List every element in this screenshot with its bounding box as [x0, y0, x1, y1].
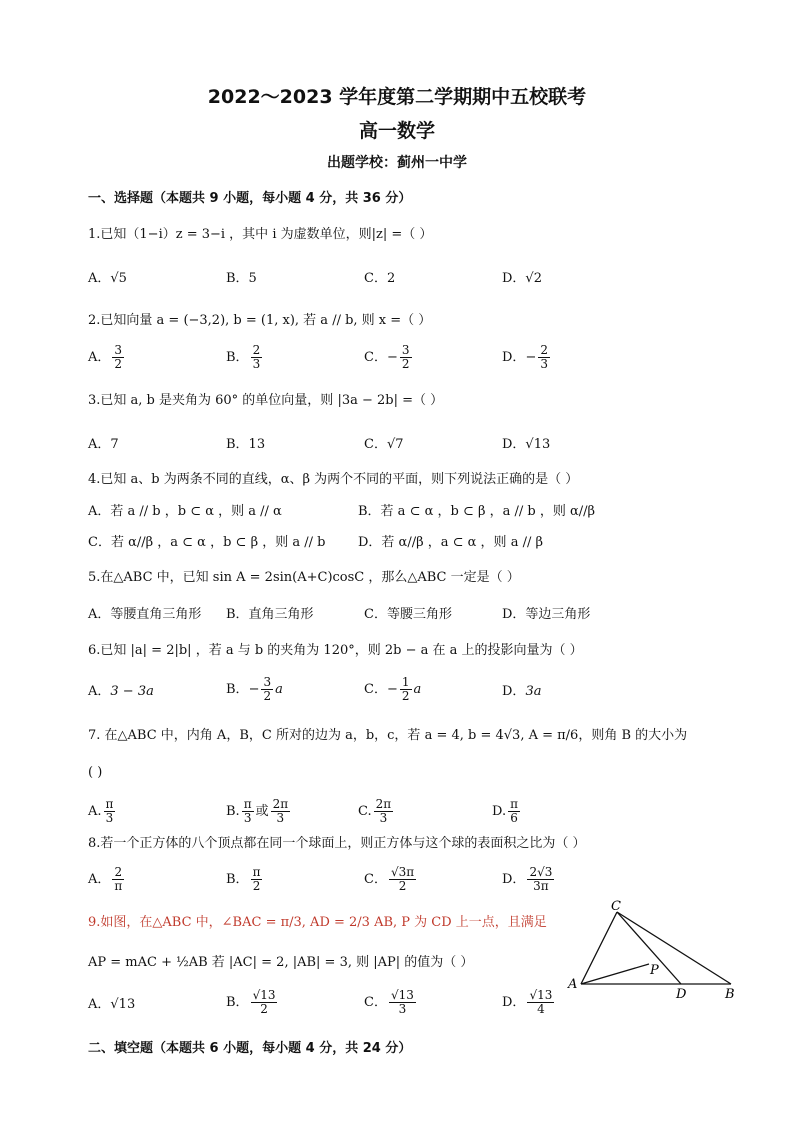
side-bc [617, 912, 731, 984]
q6-option-c[interactable]: C．− $\frac{1}{2}$ a [364, 675, 422, 703]
q8-option-d[interactable]: D． $\frac{2√3}{3\pi}$ [502, 865, 553, 893]
segment-ap [581, 964, 649, 984]
q6-option-b[interactable]: B．− $\frac{3}{2}$ a [226, 675, 283, 703]
q3-option-a[interactable]: A．7 [88, 437, 119, 452]
question-2-stem: 2.已知向量 a = (−3,2), b = (1, x), 若 a // b, 则 x =（ ） [88, 313, 432, 328]
section-heading: 一、选择题（本题共 9 小题，每小题 4 分，共 36 分） [88, 191, 412, 206]
q7-option-c[interactable]: C. $\frac{2\pi}{3}$ [358, 797, 392, 825]
section-2-heading: 二、填空题（本题共 6 小题，每小题 4 分，共 24 分） [88, 1041, 412, 1056]
q1-option-d[interactable]: D．√2 [502, 271, 542, 286]
label-d: D [676, 987, 687, 1002]
q3-option-b[interactable]: B．13 [226, 437, 266, 452]
question-1-stem: 1.已知（1−i）z = 3−i ，其中 i 为虚数单位，则|z| =（ ） [88, 227, 433, 242]
segment-cd [617, 912, 681, 984]
question-7-paren: ( ) [88, 765, 103, 780]
q4-option-b[interactable]: B．若 a ⊂ α ，b ⊂ β ，a // b ，则 α//β [358, 504, 596, 519]
exam-title: 2022～2023 学年度第二学期期中五校联考 [207, 86, 587, 108]
q4-option-d[interactable]: D．若 α//β ，a ⊂ α ，则 a // β [358, 535, 543, 550]
q2-option-a[interactable]: A． $\frac{3}{2}$ [88, 343, 123, 371]
q1-option-c[interactable]: C．2 [364, 271, 396, 286]
q7-option-b[interactable]: B. $\frac{\pi}{3}$ 或 $\frac{2\pi}{3}$ [226, 797, 289, 825]
q5-option-d[interactable]: D．等边三角形 [502, 607, 591, 622]
q7-option-d[interactable]: D. $\frac{\pi}{6}$ [492, 797, 518, 825]
q9-option-d[interactable]: D． $\frac{√13}{4}$ [502, 988, 553, 1016]
label-a: A [568, 977, 578, 992]
question-9-stem: 9.如图，在△ABC 中，∠BAC = π/3, AD = 2/3 AB, P 为 CD 上一点，且满足 [88, 915, 547, 930]
q9-option-b[interactable]: B． $\frac{√13}{2}$ [226, 988, 276, 1016]
q9-option-a[interactable]: A．√13 [88, 997, 136, 1012]
q2-option-c[interactable]: C．− $\frac{3}{2}$ [364, 343, 410, 371]
label-c: C [611, 899, 621, 914]
question-5-stem: 5.在△ABC 中，已知 sin A = 2sin(A+C)cosC ，那么△ABC 一定是（ ） [88, 570, 520, 585]
q3-option-d[interactable]: D．√13 [502, 437, 551, 452]
question-9-stem-2: AP = mAC + ½AB 若 |AC| = 2, |AB| = 3, 则 |AP| 的值为（ ） [88, 955, 474, 970]
q5-option-b[interactable]: B．直角三角形 [226, 607, 314, 622]
school-line: 出题学校：蓟州一中学 [327, 155, 467, 171]
q6-option-d[interactable]: D．3a [502, 684, 542, 699]
question-3-stem: 3.已知 a, b 是夹角为 60° 的单位向量，则 |3a − 2b| =（ ） [88, 393, 444, 408]
label-p: P [650, 963, 659, 978]
triangle-figure [565, 898, 745, 1008]
q4-option-a[interactable]: A．若 a // b ，b ⊂ α ，则 a // α [88, 504, 282, 519]
q2-option-b[interactable]: B． $\frac{2}{3}$ [226, 343, 261, 371]
q3-option-c[interactable]: C．√7 [364, 437, 404, 452]
q8-option-c[interactable]: C． $\frac{√3\pi}{2}$ [364, 865, 415, 893]
q1-option-a[interactable]: A．√5 [88, 271, 127, 286]
subject-title: 高一数学 [358, 120, 435, 142]
question-8-stem: 8.若一个正方体的八个顶点都在同一个球面上，则正方体与这个球的表面积之比为（ ） [88, 836, 586, 851]
q8-option-a[interactable]: A． $\frac{2}{\pi}$ [88, 865, 123, 893]
q2-option-d[interactable]: D．− $\frac{2}{3}$ [502, 343, 548, 371]
question-7-stem: 7. 在△ABC 中，内角 A，B，C 所对的边为 a，b，c，若 a = 4, b = 4√3, A = π/6，则角 B 的大小为 [88, 728, 688, 743]
label-b: B [725, 987, 735, 1002]
side-ac [581, 912, 617, 984]
question-4-stem: 4.已知 a、b 为两条不同的直线，α、β 为两个不同的平面，则下列说法正确的是（ ） [88, 472, 579, 487]
q5-option-c[interactable]: C．等腰三角形 [364, 607, 452, 622]
q6-option-a[interactable]: A．3 − 3a [88, 684, 154, 699]
q8-option-b[interactable]: B． $\frac{\pi}{2}$ [226, 865, 261, 893]
q5-option-a[interactable]: A．等腰直角三角形 [88, 607, 202, 622]
q9-option-c[interactable]: C． $\frac{√13}{3}$ [364, 988, 414, 1016]
question-6-stem: 6.已知 |a| = 2|b| ，若 a 与 b 的夹角为 120°，则 2b − a 在 a 上的投影向量为（ ） [88, 643, 583, 658]
q4-option-c[interactable]: C．若 α//β ，a ⊂ α ，b ⊂ β ，则 a // b [88, 535, 326, 550]
q1-option-b[interactable]: B．5 [226, 271, 257, 286]
q7-option-a[interactable]: A. $\frac{\pi}{3}$ [88, 797, 114, 825]
